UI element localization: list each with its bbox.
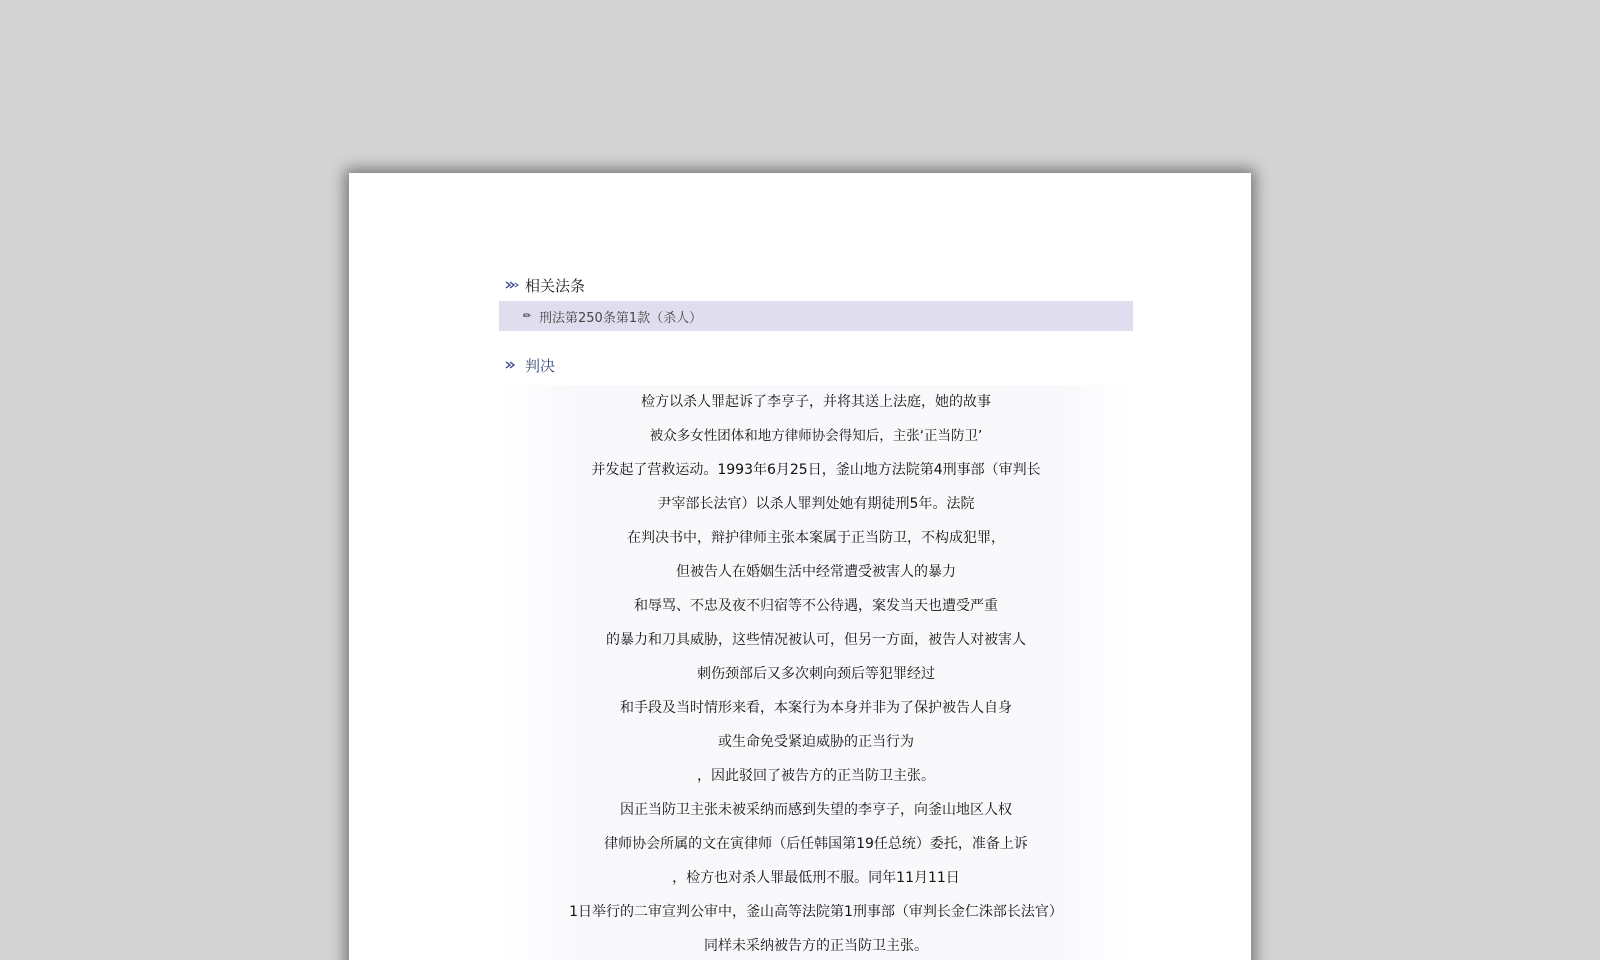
- body-line: 的暴力和刀具威胁，这些情况被认可，但另一方面，被告人对被害人: [606, 632, 1026, 648]
- body-line: 在判决书中，辩护律师主张本案属于正当防卫，不构成犯罪，: [627, 530, 1005, 546]
- document-content: [499, 273, 1133, 960]
- double-chevron-icon: [505, 278, 521, 292]
- body-line: 和辱骂、不忠及夜不归宿等不公待遇，案发当天也遭受严重: [634, 598, 998, 614]
- body-line: 和手段及当时情形来看，本案行为本身并非为了保护被告人自身: [620, 700, 1012, 716]
- section-heading-related-laws: [499, 273, 1133, 297]
- section-title: 相关法条: [525, 276, 586, 295]
- body-line: ，检方也对杀人罪最低刑不服。同年11月11日: [672, 870, 960, 886]
- document-page: [349, 173, 1251, 960]
- body-line: 因正当防卫主张未被采纳而感到失望的李亨子，向釜山地区人权: [620, 802, 1012, 818]
- body-line: ，因此驳回了被告方的正当防卫主张。: [697, 768, 935, 784]
- body-line: 同样未采纳被告方的正当防卫主张。: [704, 938, 928, 954]
- pencil-bullet-icon: ✏: [523, 310, 532, 322]
- verdict-body: [499, 385, 1133, 960]
- body-line: 检方以杀人罪起诉了李亨子，并将其送上法庭，她的故事: [641, 394, 991, 410]
- related-law-item[interactable]: [499, 301, 1133, 331]
- double-chevron-icon: [505, 358, 521, 372]
- section-heading-verdict: [499, 353, 1133, 377]
- section-title: 判决: [525, 356, 556, 375]
- law-item-label: 刑法第250条第1款（杀人）: [539, 310, 703, 326]
- body-line: 被众多女性团体和地方律师协会得知后，主张‘正当防卫’: [649, 428, 983, 444]
- body-line: 律师协会所属的文在寅律师（后任韩国第19任总统）委托，准备上诉: [604, 836, 1028, 852]
- body-line: 但被告人在婚姻生活中经常遭受被害人的暴力: [676, 564, 956, 580]
- body-line: 1日举行的二审宣判公审中，釜山高等法院第1刑事部（审判长金仁洙部长法官）: [569, 904, 1063, 920]
- body-line: 或生命免受紧迫威胁的正当行为: [718, 734, 914, 750]
- body-line: 并发起了营救运动。1993年6月25日，釜山地方法院第4刑事部（审判长: [591, 462, 1041, 478]
- body-line: 尹宰部长法官）以杀人罪判处她有期徒刑5年。法院: [657, 496, 975, 512]
- body-line: 刺伤颈部后又多次刺向颈后等犯罪经过: [697, 666, 935, 682]
